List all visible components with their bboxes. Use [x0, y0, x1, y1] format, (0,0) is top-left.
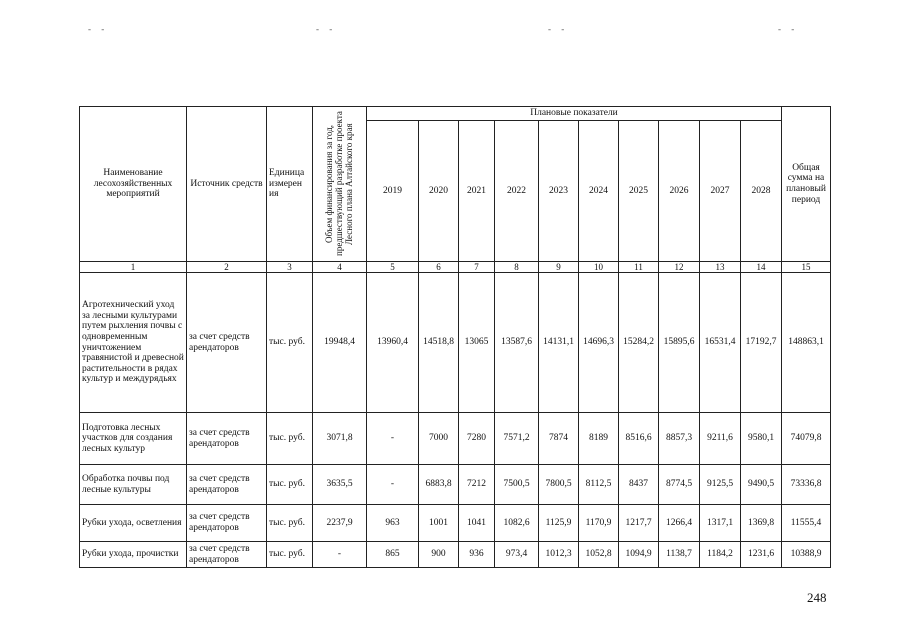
row-source: за счет средств арендаторов	[187, 273, 267, 413]
page-number: 248	[807, 590, 827, 605]
row-year-value: 7212	[459, 465, 495, 505]
scan-mark: - -	[88, 24, 109, 34]
column-number: 11	[619, 262, 659, 273]
row-volume: 3635,5	[313, 465, 367, 505]
header-year: 2024	[579, 120, 619, 261]
row-measure: Агротехнический уход за лесными культурами путем рыхления почвы с одновременным уничтожением травянистой и древесной растительности в рядах культур и междурядьях	[80, 273, 187, 413]
row-total: 10388,9	[782, 542, 831, 568]
column-number: 7	[459, 262, 495, 273]
column-number: 14	[741, 262, 782, 273]
column-number: 9	[539, 262, 579, 273]
row-source: за счет средств арендаторов	[187, 465, 267, 505]
row-year-value: 9125,5	[700, 465, 741, 505]
header-year: 2027	[700, 120, 741, 261]
header-year: 2020	[419, 120, 459, 261]
row-year-value: 1184,2	[700, 542, 741, 568]
column-number: 3	[267, 262, 313, 273]
column-number: 6	[419, 262, 459, 273]
row-year-value: 1001	[419, 505, 459, 542]
header-year: 2022	[495, 120, 539, 261]
planned-indicators-table	[79, 106, 831, 568]
row-source: за счет средств арендаторов	[187, 413, 267, 465]
header-volume-text: Объем финансирования за год, предшествующий разработке проекта Лесного плана Алтайского края	[323, 111, 354, 257]
row-year-value: 1231,6	[741, 542, 782, 568]
row-unit: тыс. руб.	[267, 542, 313, 568]
row-total: 73336,8	[782, 465, 831, 505]
row-year-value: 13587,6	[495, 273, 539, 413]
column-number: 12	[659, 262, 700, 273]
header-source: Источник средств	[187, 107, 267, 262]
row-year-value: 1052,8	[579, 542, 619, 568]
row-year-value: -	[367, 413, 419, 465]
row-unit: тыс. руб.	[267, 273, 313, 413]
row-year-value: 1094,9	[619, 542, 659, 568]
row-year-value: 7874	[539, 413, 579, 465]
row-year-value: 7800,5	[539, 465, 579, 505]
row-volume: 3071,8	[313, 413, 367, 465]
row-year-value: 973,4	[495, 542, 539, 568]
column-number: 8	[495, 262, 539, 273]
row-measure: Подготовка лесных участков для создания лесных культур	[80, 413, 187, 465]
row-measure: Рубки ухода, прочистки	[80, 542, 187, 568]
row-year-value: 8189	[579, 413, 619, 465]
header-year: 2028	[741, 120, 782, 261]
row-year-value: 7280	[459, 413, 495, 465]
row-year-value: 14696,3	[579, 273, 619, 413]
row-unit: тыс. руб.	[267, 505, 313, 542]
row-year-value: 936	[459, 542, 495, 568]
header-year: 2019	[367, 120, 419, 261]
column-number: 15	[782, 262, 831, 273]
table-row	[80, 505, 831, 542]
row-unit: тыс. руб.	[267, 413, 313, 465]
row-year-value: 13960,4	[367, 273, 419, 413]
column-number: 13	[700, 262, 741, 273]
row-year-value: 1369,8	[741, 505, 782, 542]
scan-mark: - -	[778, 24, 799, 34]
row-year-value: 1125,9	[539, 505, 579, 542]
row-measure: Обработка почвы под лесные культуры	[80, 465, 187, 505]
header-planned: Плановые показатели	[367, 107, 782, 121]
row-year-value: 14131,1	[539, 273, 579, 413]
row-year-value: 1082,6	[495, 505, 539, 542]
header-measure: Наименование лесохозяйственных мероприятий	[80, 107, 187, 262]
row-year-value: 9211,6	[700, 413, 741, 465]
row-total: 74079,8	[782, 413, 831, 465]
row-year-value: 8774,5	[659, 465, 700, 505]
row-year-value: 7500,5	[495, 465, 539, 505]
column-number: 1	[80, 262, 187, 273]
header-volume	[313, 107, 367, 262]
row-source: за счет средств арендаторов	[187, 542, 267, 568]
row-year-value: 1170,9	[579, 505, 619, 542]
row-total: 11555,4	[782, 505, 831, 542]
header-year: 2021	[459, 120, 495, 261]
row-year-value: 1041	[459, 505, 495, 542]
header-year: 2025	[619, 120, 659, 261]
table-row	[80, 542, 831, 568]
row-volume: -	[313, 542, 367, 568]
scan-mark: - -	[316, 24, 337, 34]
row-total: 148863,1	[782, 273, 831, 413]
row-year-value: 16531,4	[700, 273, 741, 413]
row-year-value: 14518,8	[419, 273, 459, 413]
row-year-value: 1012,3	[539, 542, 579, 568]
row-unit: тыс. руб.	[267, 465, 313, 505]
row-year-value: 8857,3	[659, 413, 700, 465]
column-number: 4	[313, 262, 367, 273]
row-year-value: 1266,4	[659, 505, 700, 542]
row-year-value: 8112,5	[579, 465, 619, 505]
table-row	[80, 273, 831, 413]
column-number: 2	[187, 262, 267, 273]
row-year-value: 7000	[419, 413, 459, 465]
row-year-value: 9580,1	[741, 413, 782, 465]
row-year-value: 7571,2	[495, 413, 539, 465]
row-year-value: 15284,2	[619, 273, 659, 413]
row-volume: 19948,4	[313, 273, 367, 413]
row-volume: 2237,9	[313, 505, 367, 542]
row-measure: Рубки ухода, осветления	[80, 505, 187, 542]
row-year-value: 1217,7	[619, 505, 659, 542]
header-year: 2026	[659, 120, 700, 261]
row-year-value: 900	[419, 542, 459, 568]
row-year-value: 1317,1	[700, 505, 741, 542]
row-year-value: 6883,8	[419, 465, 459, 505]
table-row	[80, 413, 831, 465]
scan-mark: - -	[548, 24, 569, 34]
row-year-value: 8437	[619, 465, 659, 505]
header-unit: Единица измерен ия	[267, 107, 313, 262]
row-year-value: 865	[367, 542, 419, 568]
column-number: 10	[579, 262, 619, 273]
row-year-value: 963	[367, 505, 419, 542]
row-year-value: 9490,5	[741, 465, 782, 505]
header-total: Общая сумма на плановый период	[782, 107, 831, 262]
row-year-value: -	[367, 465, 419, 505]
table-row	[80, 465, 831, 505]
column-numbers-row	[80, 262, 831, 273]
row-year-value: 17192,7	[741, 273, 782, 413]
header-year: 2023	[539, 120, 579, 261]
row-source: за счет средств арендаторов	[187, 505, 267, 542]
row-year-value: 1138,7	[659, 542, 700, 568]
row-year-value: 13065	[459, 273, 495, 413]
row-year-value: 15895,6	[659, 273, 700, 413]
column-number: 5	[367, 262, 419, 273]
row-year-value: 8516,6	[619, 413, 659, 465]
